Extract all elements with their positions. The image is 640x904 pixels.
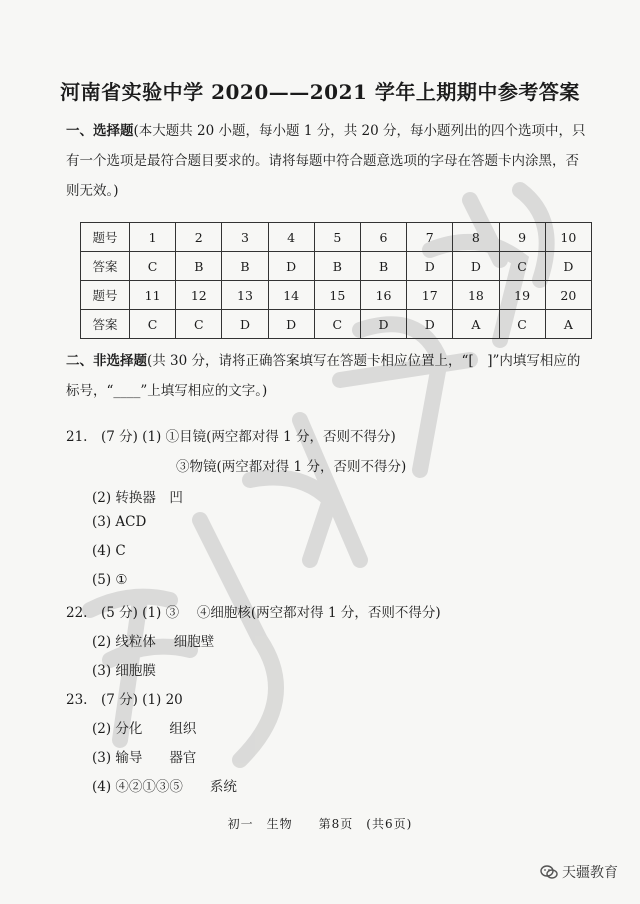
table-row bbox=[81, 252, 592, 281]
page-footer: 初一 生物 第8页 (共6页) bbox=[227, 817, 413, 831]
table-cell: 10 bbox=[545, 223, 591, 252]
table-cell: 20 bbox=[545, 281, 591, 310]
section-1-heading: 一、选择题 bbox=[66, 123, 134, 139]
table-cell: B bbox=[314, 252, 360, 281]
table-cell: A bbox=[453, 310, 499, 339]
table-row bbox=[81, 223, 592, 252]
q21-line-4: (3) ACD bbox=[92, 514, 147, 530]
row-header: 答案 bbox=[81, 310, 130, 339]
section-1-text: (本大题共 20 小题，每小题 1 分，共 20 分，每小题列出的四个选项中，只有一个选项是最符合题目要求的。请将每题中符合题意选项的字母在答题卡内涂黑，否则无效。) bbox=[66, 123, 586, 199]
q21-line-2: ③物镜(两空都对得 1 分，否则不得分) bbox=[176, 459, 407, 475]
table-cell: 19 bbox=[499, 281, 545, 310]
q23-line-4: (4) ④②①③⑤ 系统 bbox=[92, 779, 237, 795]
q21-line-5: (4) C bbox=[92, 543, 126, 559]
table-cell: D bbox=[268, 310, 314, 339]
brand-name: 天疆教育 bbox=[562, 865, 618, 881]
table-cell: 16 bbox=[360, 281, 406, 310]
q23-line-2: (2) 分化 组织 bbox=[92, 721, 197, 737]
q23-line-1: 23. (7 分) (1) 20 bbox=[66, 692, 183, 708]
table-cell: D bbox=[222, 310, 268, 339]
table-cell: D bbox=[453, 252, 499, 281]
answer-table bbox=[80, 222, 592, 339]
table-cell: C bbox=[130, 310, 176, 339]
table-cell: D bbox=[545, 252, 591, 281]
q22-line-1: 22. (5 分) (1) ③ ④细胞核(两空都对得 1 分，否则不得分) bbox=[66, 605, 441, 621]
table-cell: 13 bbox=[222, 281, 268, 310]
row-header: 题号 bbox=[81, 223, 130, 252]
wechat-icon bbox=[540, 864, 558, 880]
section-2-heading: 二、非选择题 bbox=[66, 353, 147, 369]
q21-line-3: (2) 转换器 凹 bbox=[92, 490, 183, 506]
q23-line-3: (3) 输导 器官 bbox=[92, 750, 197, 766]
table-cell: 6 bbox=[360, 223, 406, 252]
table-cell: 1 bbox=[130, 223, 176, 252]
table-cell: 5 bbox=[314, 223, 360, 252]
table-cell: D bbox=[268, 252, 314, 281]
table-cell: B bbox=[176, 252, 222, 281]
section-1-instructions bbox=[66, 116, 586, 206]
table-row bbox=[81, 281, 592, 310]
table-row bbox=[81, 310, 592, 339]
page-title: 河南省实验中学 2020——2021 学年上期期中参考答案 bbox=[60, 80, 580, 104]
table-cell: 4 bbox=[268, 223, 314, 252]
table-cell: C bbox=[130, 252, 176, 281]
table-cell: A bbox=[545, 310, 591, 339]
row-header: 题号 bbox=[81, 281, 130, 310]
table-cell: C bbox=[176, 310, 222, 339]
table-cell: 12 bbox=[176, 281, 222, 310]
q22-line-2: (2) 线粒体 细胞壁 bbox=[92, 634, 215, 650]
table-cell: 11 bbox=[130, 281, 176, 310]
table-cell: C bbox=[314, 310, 360, 339]
table-cell: 15 bbox=[314, 281, 360, 310]
q21-line-1: 21. (7 分) (1) ①目镜(两空都对得 1 分，否则不得分) bbox=[66, 429, 396, 445]
table-cell: B bbox=[360, 252, 406, 281]
table-cell: 18 bbox=[453, 281, 499, 310]
table-cell: D bbox=[360, 310, 406, 339]
q22-line-3: (3) 细胞膜 bbox=[92, 663, 156, 679]
table-cell: C bbox=[499, 252, 545, 281]
section-2-text: (共 30 分，请将正确答案填写在答题卡相应位置上，“[ ]”内填写相应的标号，“____”上填写相应的文字。) bbox=[66, 353, 581, 399]
table-cell: 8 bbox=[453, 223, 499, 252]
table-cell: 3 bbox=[222, 223, 268, 252]
section-2-instructions bbox=[66, 346, 586, 406]
table-cell: 9 bbox=[499, 223, 545, 252]
row-header: 答案 bbox=[81, 252, 130, 281]
table-cell: 17 bbox=[407, 281, 453, 310]
table-cell: C bbox=[499, 310, 545, 339]
table-cell: 14 bbox=[268, 281, 314, 310]
table-cell: 7 bbox=[407, 223, 453, 252]
brand-logo bbox=[540, 862, 618, 882]
table-cell: D bbox=[407, 252, 453, 281]
table-cell: B bbox=[222, 252, 268, 281]
table-cell: D bbox=[407, 310, 453, 339]
q21-line-6: (5) ① bbox=[92, 572, 128, 588]
table-cell: 2 bbox=[176, 223, 222, 252]
